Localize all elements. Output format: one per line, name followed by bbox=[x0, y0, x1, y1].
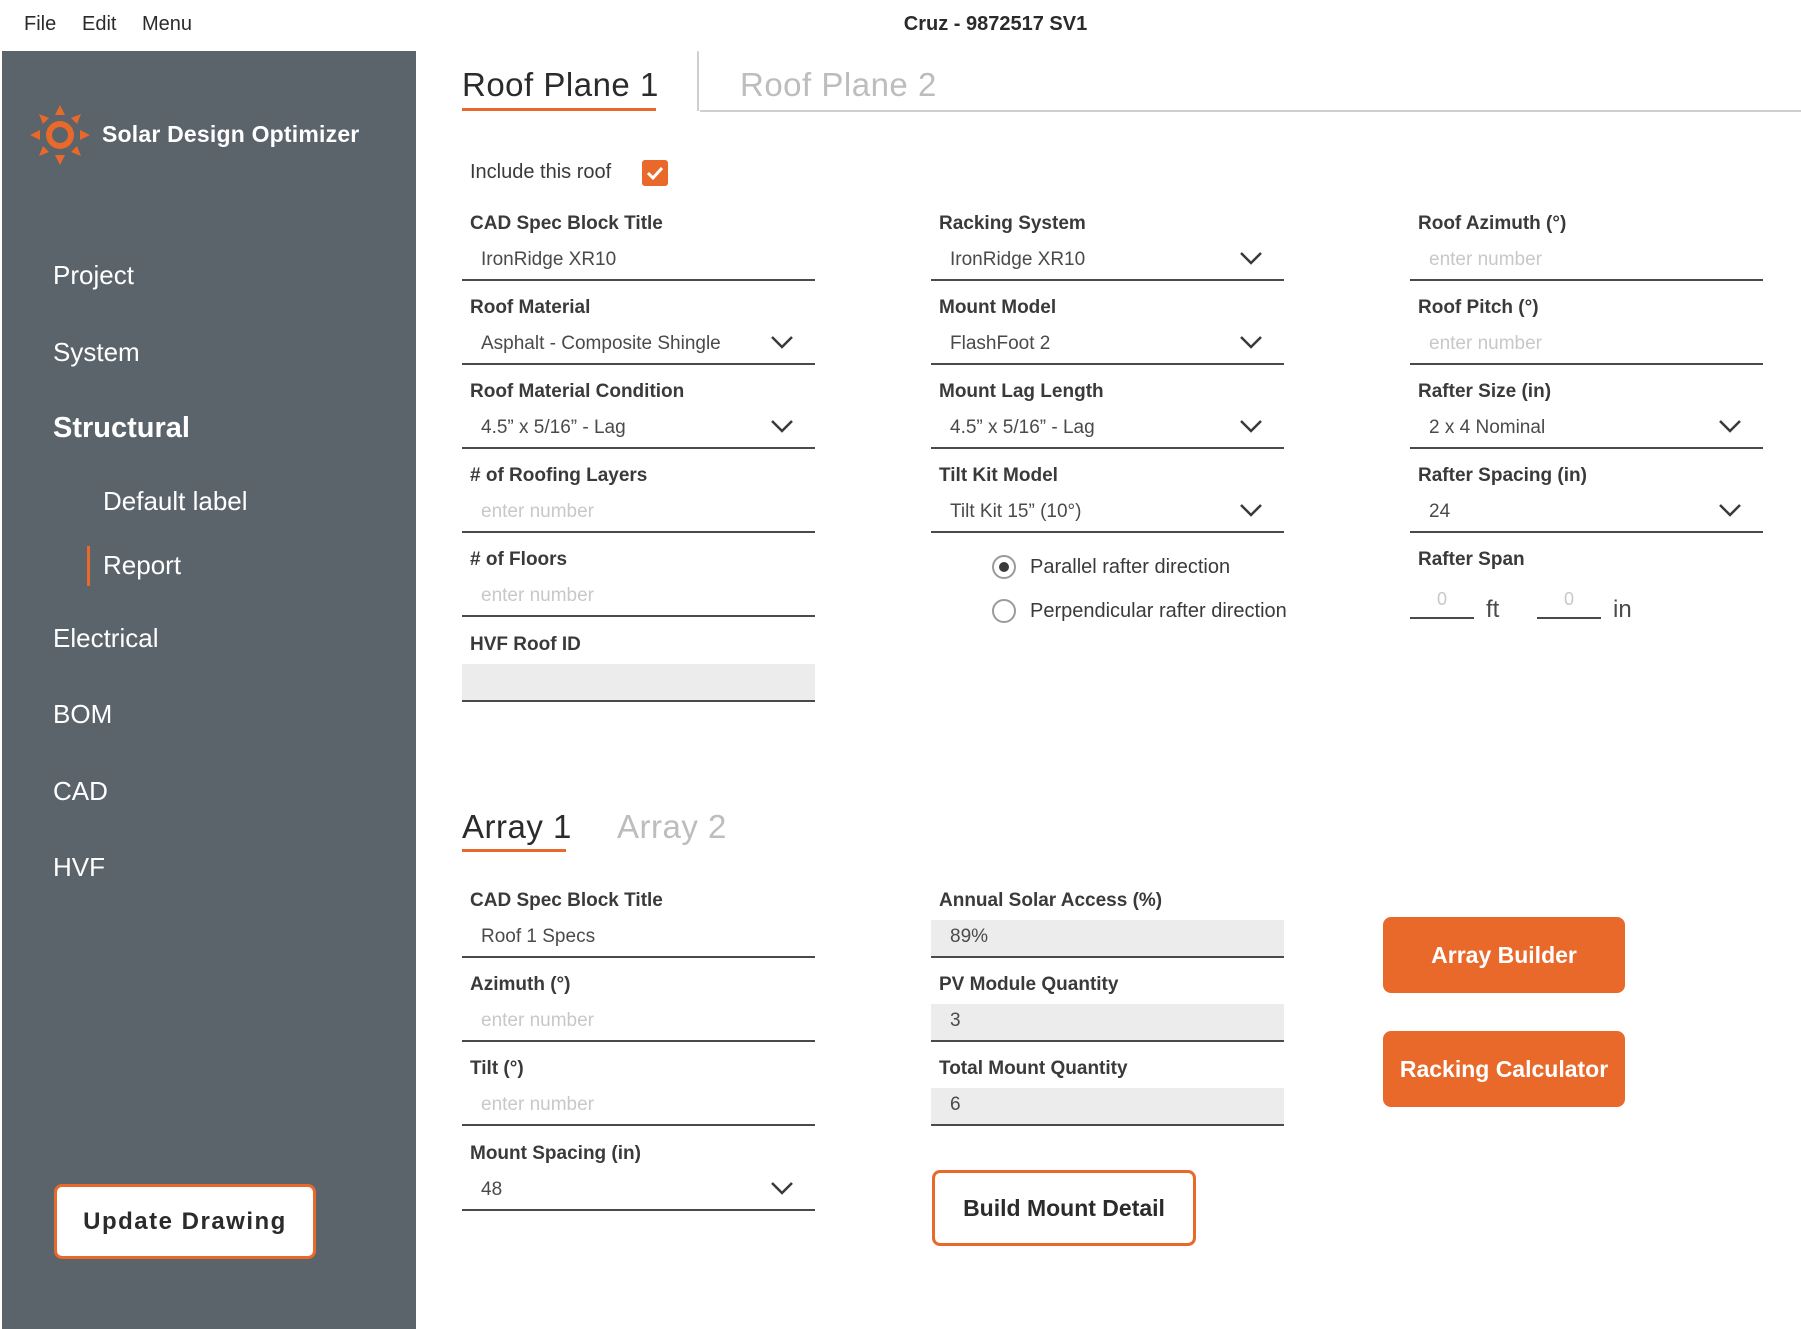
array-azimuth-placeholder: enter number bbox=[481, 1010, 595, 1031]
pv-module-qty-label: PV Module Quantity bbox=[939, 974, 1119, 995]
solar-access-field bbox=[931, 920, 1284, 958]
floors-placeholder: enter number bbox=[481, 585, 595, 606]
roof-pitch-input[interactable] bbox=[1410, 327, 1763, 365]
cad-title-label: CAD Spec Block Title bbox=[470, 213, 663, 234]
nav-default-label-text: Default label bbox=[103, 486, 248, 516]
radio-parallel[interactable] bbox=[992, 555, 1016, 579]
rafter-span-ft-input[interactable]: 0 bbox=[1410, 587, 1474, 619]
chevron-down-icon bbox=[1238, 333, 1264, 351]
mount-spacing-value: 48 bbox=[481, 1179, 503, 1200]
roofing-layers-label: # of Roofing Layers bbox=[470, 465, 648, 486]
rafter-size-select[interactable] bbox=[1410, 411, 1763, 449]
nav-electrical[interactable]: Electrical bbox=[53, 623, 159, 653]
tab-border bbox=[697, 51, 699, 111]
radio-perpendicular-label: Perpendicular rafter direction bbox=[1030, 600, 1287, 622]
sidebar bbox=[2, 51, 416, 1329]
tilt-kit-label: Tilt Kit Model bbox=[939, 465, 1058, 486]
update-drawing-button[interactable]: Update Drawing bbox=[54, 1184, 316, 1259]
racking-system-label: Racking System bbox=[939, 213, 1086, 234]
tab-array-2[interactable]: Array 2 bbox=[617, 808, 727, 845]
mount-spacing-label: Mount Spacing (in) bbox=[470, 1143, 641, 1164]
array-builder-button[interactable]: Array Builder bbox=[1383, 917, 1625, 993]
chevron-down-icon bbox=[1238, 249, 1264, 267]
lag-length-select[interactable] bbox=[931, 411, 1284, 449]
floors-input[interactable] bbox=[462, 579, 815, 617]
roof-pitch-placeholder: enter number bbox=[1429, 333, 1543, 354]
tab-active-underline bbox=[462, 849, 566, 852]
window-title: Cruz - 9872517 SV1 bbox=[903, 13, 1088, 35]
roof-pitch-label: Roof Pitch (°) bbox=[1418, 297, 1539, 318]
rafter-span-label: Rafter Span bbox=[1418, 549, 1525, 570]
mount-qty-value: 6 bbox=[950, 1094, 961, 1115]
menu-bar bbox=[0, 0, 1801, 51]
mount-qty-label: Total Mount Quantity bbox=[939, 1058, 1128, 1079]
tab-roof-plane-2[interactable]: Roof Plane 2 bbox=[740, 66, 937, 103]
menu-file[interactable]: File bbox=[24, 13, 57, 35]
nav-cad[interactable]: CAD bbox=[53, 776, 108, 806]
chevron-down-icon bbox=[769, 1179, 795, 1197]
array-azimuth-input[interactable] bbox=[462, 1004, 815, 1042]
tab-divider bbox=[700, 110, 1801, 112]
mount-model-value: FlashFoot 2 bbox=[950, 333, 1051, 354]
tab-array-1[interactable]: Array 1 bbox=[462, 808, 572, 845]
roof-material-value: Asphalt - Composite Shingle bbox=[481, 333, 721, 354]
nav-project[interactable]: Project bbox=[53, 260, 134, 290]
chevron-down-icon bbox=[769, 333, 795, 351]
material-condition-label: Roof Material Condition bbox=[470, 381, 685, 402]
hvf-roof-id-label: HVF Roof ID bbox=[470, 634, 581, 655]
chevron-down-icon bbox=[1238, 417, 1264, 435]
cad-title-value: IronRidge XR10 bbox=[481, 249, 617, 270]
in-unit: in bbox=[1613, 596, 1632, 623]
array-tilt-placeholder: enter number bbox=[481, 1094, 595, 1115]
pv-module-qty-value: 3 bbox=[950, 1010, 961, 1031]
active-marker bbox=[87, 546, 90, 586]
radio-parallel-label: Parallel rafter direction bbox=[1030, 556, 1231, 578]
tab-roof-plane-1[interactable]: Roof Plane 1 bbox=[462, 66, 659, 103]
brand-name: Solar Design Optimizer bbox=[102, 121, 360, 147]
ft-unit: ft bbox=[1486, 596, 1500, 623]
include-roof-checkbox[interactable] bbox=[642, 160, 668, 186]
rafter-spacing-label: Rafter Spacing (in) bbox=[1418, 465, 1587, 486]
menu-edit[interactable]: Edit bbox=[82, 13, 117, 35]
chevron-down-icon bbox=[769, 417, 795, 435]
array-azimuth-label: Azimuth (°) bbox=[470, 974, 571, 995]
tab-active-underline bbox=[462, 108, 656, 111]
mount-qty-field bbox=[931, 1088, 1284, 1126]
solar-access-label: Annual Solar Access (%) bbox=[939, 890, 1163, 911]
nav-system[interactable]: System bbox=[53, 337, 140, 367]
array-cad-title-label: CAD Spec Block Title bbox=[470, 890, 663, 911]
racking-system-select[interactable] bbox=[931, 243, 1284, 281]
rafter-span-in-input[interactable]: 0 bbox=[1537, 587, 1601, 619]
racking-system-value: IronRidge XR10 bbox=[950, 249, 1086, 270]
tilt-kit-value: Tilt Kit 15” (10°) bbox=[950, 501, 1082, 522]
array-cad-title-input[interactable] bbox=[462, 920, 815, 958]
nav-report[interactable] bbox=[103, 550, 181, 581]
roof-azimuth-placeholder: enter number bbox=[1429, 249, 1543, 270]
lag-length-label: Mount Lag Length bbox=[939, 381, 1104, 402]
menu-menu[interactable]: Menu bbox=[142, 13, 193, 35]
roof-material-label: Roof Material bbox=[470, 297, 591, 318]
roof-material-select[interactable] bbox=[462, 327, 815, 365]
chevron-down-icon bbox=[1238, 501, 1264, 519]
lag-length-value: 4.5” x 5/16” - Lag bbox=[950, 417, 1095, 438]
rafter-size-value: 2 x 4 Nominal bbox=[1429, 417, 1546, 438]
hvf-roof-id-field bbox=[462, 664, 815, 702]
mount-spacing-select[interactable] bbox=[462, 1173, 815, 1211]
mount-model-select[interactable] bbox=[931, 327, 1284, 365]
chevron-down-icon bbox=[1717, 417, 1743, 435]
mount-model-label: Mount Model bbox=[939, 297, 1057, 318]
material-condition-value: 4.5” x 5/16” - Lag bbox=[481, 417, 626, 438]
material-condition-select[interactable] bbox=[462, 411, 815, 449]
array-cad-title-value: Roof 1 Specs bbox=[481, 926, 596, 947]
solar-access-value: 89% bbox=[950, 926, 989, 947]
nav-structural[interactable]: Structural bbox=[53, 412, 190, 444]
chevron-down-icon bbox=[1717, 501, 1743, 519]
roofing-layers-input[interactable] bbox=[462, 495, 815, 533]
rafter-spacing-select[interactable] bbox=[1410, 495, 1763, 533]
sun-logo-icon bbox=[28, 103, 92, 167]
roof-azimuth-input[interactable] bbox=[1410, 243, 1763, 281]
include-roof-label: Include this roof bbox=[470, 161, 612, 183]
floors-label: # of Floors bbox=[470, 549, 568, 570]
array-tilt-input[interactable] bbox=[462, 1088, 815, 1126]
checkmark-icon bbox=[642, 160, 668, 186]
nav-hvf[interactable]: HVF bbox=[53, 852, 105, 882]
nav-report-text: Report bbox=[103, 550, 182, 580]
radio-perpendicular[interactable] bbox=[992, 599, 1016, 623]
rafter-spacing-value: 24 bbox=[1429, 501, 1451, 522]
roof-azimuth-label: Roof Azimuth (°) bbox=[1418, 213, 1567, 234]
tilt-kit-select[interactable] bbox=[931, 495, 1284, 533]
rafter-size-label: Rafter Size (in) bbox=[1418, 381, 1552, 402]
racking-calculator-button[interactable]: Racking Calculator bbox=[1383, 1031, 1625, 1107]
nav-default-label[interactable] bbox=[103, 486, 248, 517]
roofing-layers-placeholder: enter number bbox=[481, 501, 595, 522]
build-mount-detail-button[interactable]: Build Mount Detail bbox=[932, 1170, 1196, 1246]
pv-module-qty-field bbox=[931, 1004, 1284, 1042]
array-tilt-label: Tilt (°) bbox=[470, 1058, 524, 1079]
cad-title-input[interactable] bbox=[462, 243, 815, 281]
nav-bom[interactable]: BOM bbox=[53, 699, 113, 729]
